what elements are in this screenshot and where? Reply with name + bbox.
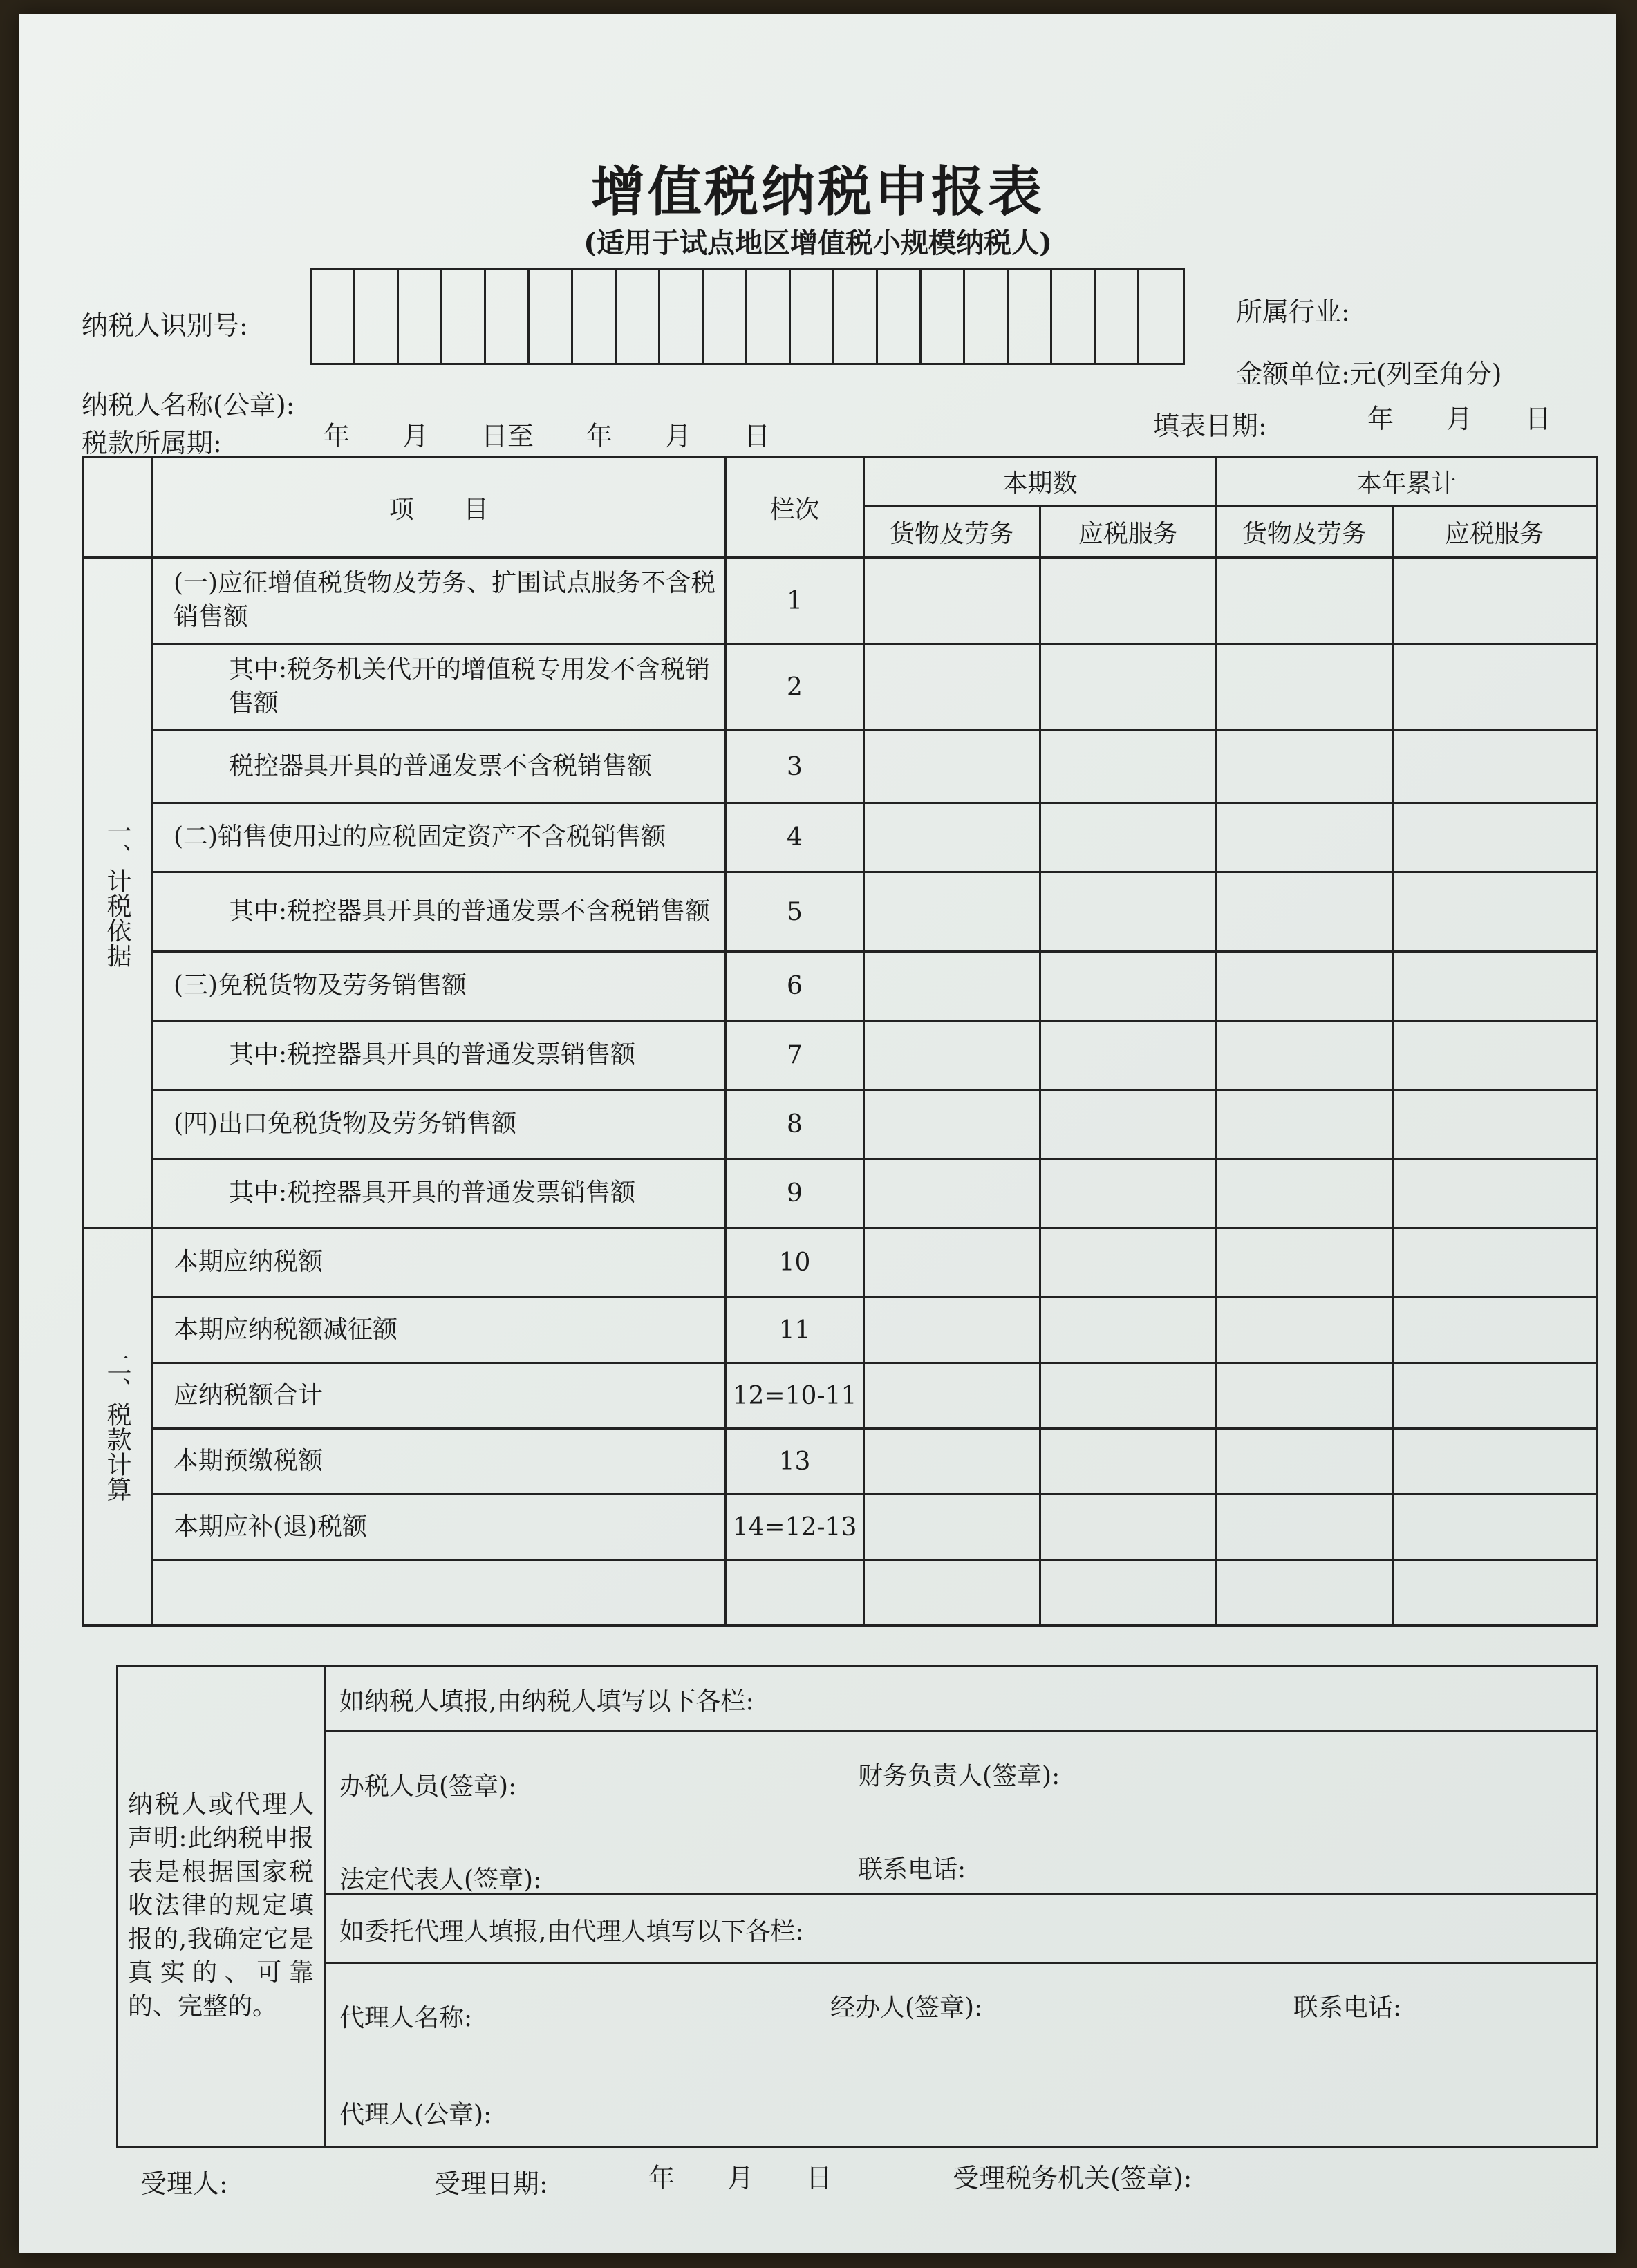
tin-box[interactable]: [442, 270, 486, 363]
tin-box[interactable]: [399, 270, 442, 363]
amount-cell[interactable]: [864, 1560, 1040, 1626]
tin-box[interactable]: [965, 270, 1009, 363]
amount-cell[interactable]: [1393, 558, 1597, 644]
tin-box[interactable]: [573, 270, 617, 363]
tin-box[interactable]: [704, 270, 747, 363]
section-basis: 一、计税依据: [83, 558, 152, 1228]
row-item-label: 其中:税控器具开具的普通发票销售额: [152, 1159, 726, 1228]
amount-cell[interactable]: [1393, 731, 1597, 803]
amount-cell[interactable]: [1393, 1228, 1597, 1297]
amount-cell[interactable]: [1393, 644, 1597, 731]
amount-cell[interactable]: [1217, 1297, 1393, 1363]
amount-cell[interactable]: [1040, 1228, 1217, 1297]
tax-form-paper: [19, 14, 1616, 2253]
legal-rep-label: 法定代表人(签章):: [339, 1866, 542, 1894]
row-item-label: (一)应征增值税货物及劳务、扩围试点服务不含税销售额: [152, 558, 726, 644]
amount-cell[interactable]: [864, 1494, 1040, 1560]
row-item-label: 应纳税额合计: [152, 1363, 726, 1429]
amount-cell[interactable]: [1393, 803, 1597, 872]
row-item-label: (四)出口免税货物及劳务销售额: [152, 1090, 726, 1159]
amount-cell[interactable]: [864, 1429, 1040, 1494]
row-line-number: 11: [726, 1297, 864, 1363]
row-line-number: 12=10-11: [726, 1363, 864, 1429]
table-row: [83, 1228, 1597, 1297]
table-row: [83, 1297, 1597, 1363]
table-row: [83, 644, 1597, 731]
group-ytd-header: 本年累计: [1217, 458, 1597, 506]
amount-cell[interactable]: [1393, 1021, 1597, 1090]
table-row: [83, 1090, 1597, 1159]
amount-cell[interactable]: [1217, 1159, 1393, 1228]
amount-cell[interactable]: [864, 731, 1040, 803]
amount-cell[interactable]: [1217, 558, 1393, 644]
amount-cell[interactable]: [1040, 952, 1217, 1021]
amount-cell[interactable]: [1217, 1363, 1393, 1429]
form-title: 增值税纳税申报表: [590, 160, 1045, 223]
amount-cell[interactable]: [1040, 731, 1217, 803]
phone2-label: 联系电话:: [1293, 1994, 1402, 2022]
empty-cell: [152, 1560, 726, 1626]
table-row: [83, 952, 1597, 1021]
sub-services-header: 应税服务: [1040, 506, 1217, 558]
handler-label: 经办人(签章):: [830, 1994, 983, 2022]
amount-cell[interactable]: [1040, 644, 1217, 731]
amount-cell[interactable]: [864, 1159, 1040, 1228]
table-row: [83, 731, 1597, 803]
amount-cell[interactable]: [864, 952, 1040, 1021]
amount-cell[interactable]: [864, 1363, 1040, 1429]
row-item-label: (二)销售使用过的应税固定资产不含税销售额: [152, 803, 726, 872]
amount-cell[interactable]: [1040, 1363, 1217, 1429]
agent-intro-text: 如委托代理人填报,由代理人填写以下各栏:: [339, 1918, 804, 1946]
table-row: [83, 803, 1597, 872]
receive-date-value: 年 月 日: [648, 2163, 833, 2193]
amount-cell[interactable]: [1040, 872, 1217, 952]
table-row: [83, 872, 1597, 952]
row-item-label: 本期应纳税额减征额: [152, 1297, 726, 1363]
tin-label: 纳税人识别号:: [82, 310, 248, 341]
amount-cell[interactable]: [1217, 1494, 1393, 1560]
row-item-label: 其中:税控器具开具的普通发票不含税销售额: [152, 872, 726, 952]
amount-cell[interactable]: [1040, 1297, 1217, 1363]
table-row-empty: [83, 1560, 1597, 1626]
declaration-statement: 纳税人或代理人声明:此纳税申报表是根据国家税收法律的规定填报的,我确定它是真实的、可靠的、完整的。: [118, 1666, 325, 2147]
tin-box[interactable]: [617, 270, 660, 363]
amount-cell[interactable]: [1393, 1090, 1597, 1159]
amount-unit: 金额单位:元(列至角分): [1236, 359, 1502, 389]
amount-cell[interactable]: [1217, 1228, 1393, 1297]
amount-cell[interactable]: [1040, 803, 1217, 872]
corner-cell: [83, 458, 152, 558]
amount-cell[interactable]: [1393, 952, 1597, 1021]
table-row: [83, 1494, 1597, 1560]
row-item-label: (三)免税货物及劳务销售额: [152, 952, 726, 1021]
tin-boxes[interactable]: [310, 268, 1185, 365]
row-line-number: 8: [726, 1090, 864, 1159]
row-item-label: 税控器具开具的普通发票不含税销售额: [152, 731, 726, 803]
amount-cell[interactable]: [1040, 558, 1217, 644]
row-line-number: 1: [726, 558, 864, 644]
section-calculation: 二、税款计算: [83, 1228, 152, 1626]
amount-cell[interactable]: [1217, 872, 1393, 952]
table-row: [83, 1159, 1597, 1228]
fill-date-value: 年 月 日: [1367, 404, 1552, 434]
col-item-header: 项 目: [152, 458, 726, 558]
row-item-label: 其中:税务机关代开的增值税专用发不含税销售额: [152, 644, 726, 731]
amount-cell[interactable]: [1040, 1021, 1217, 1090]
col-line-header: 栏次: [726, 458, 864, 558]
tin-box[interactable]: [1052, 270, 1096, 363]
row-line-number: 7: [726, 1021, 864, 1090]
table-row: [83, 1363, 1597, 1429]
row-line-number: 3: [726, 731, 864, 803]
phone1-label: 联系电话:: [858, 1855, 966, 1884]
tin-box[interactable]: [922, 270, 965, 363]
amount-cell[interactable]: [1393, 872, 1597, 952]
amount-cell[interactable]: [864, 1228, 1040, 1297]
tin-box[interactable]: [878, 270, 922, 363]
amount-cell[interactable]: [864, 1021, 1040, 1090]
row-line-number: 13: [726, 1429, 864, 1494]
row-line-number: 6: [726, 952, 864, 1021]
amount-cell[interactable]: [864, 803, 1040, 872]
tin-box[interactable]: [312, 270, 355, 363]
declaration-table: [116, 1665, 1598, 2148]
tax-period-value: 年 月 日至 年 月 日: [324, 421, 771, 451]
amount-cell[interactable]: [1217, 1021, 1393, 1090]
tin-box[interactable]: [1139, 270, 1183, 363]
amount-cell[interactable]: [1040, 1560, 1217, 1626]
finance-head-label: 财务负责人(签章):: [858, 1762, 1060, 1790]
taxpayer-sign-row[interactable]: [325, 1732, 1597, 1894]
agent-seal-label: 代理人(公章):: [339, 2101, 492, 2129]
amount-cell[interactable]: [864, 872, 1040, 952]
amount-cell[interactable]: [864, 1090, 1040, 1159]
fill-date-label: 填表日期:: [1153, 411, 1267, 441]
amount-cell[interactable]: [864, 1297, 1040, 1363]
tax-staff-label: 办税人员(签章):: [339, 1772, 517, 1801]
agent-name-label: 代理人名称:: [339, 2004, 473, 2032]
amount-cell[interactable]: [864, 644, 1040, 731]
receive-date-label: 受理日期:: [434, 2168, 548, 2199]
tin-box[interactable]: [747, 270, 791, 363]
group-current-header: 本期数: [864, 458, 1217, 506]
tin-box[interactable]: [486, 270, 530, 363]
row-line-number: 9: [726, 1159, 864, 1228]
sub-goods-header: 货物及劳务: [864, 506, 1040, 558]
amount-cell[interactable]: [1040, 1090, 1217, 1159]
tin-box[interactable]: [660, 270, 704, 363]
tin-box[interactable]: [791, 270, 834, 363]
table-row: [83, 1429, 1597, 1494]
amount-cell[interactable]: [1393, 1297, 1597, 1363]
amount-cell[interactable]: [1217, 644, 1393, 731]
amount-cell[interactable]: [1217, 1090, 1393, 1159]
taxpayer-name-label: 纳税人名称(公章):: [82, 390, 295, 420]
tin-box[interactable]: [355, 270, 399, 363]
form-subtitle: (适用于试点地区增值税小规模纳税人): [583, 227, 1052, 259]
sub-services-ytd-header: 应税服务: [1393, 506, 1597, 558]
amount-cell[interactable]: [1217, 803, 1393, 872]
row-line-number: 10: [726, 1228, 864, 1297]
tin-box[interactable]: [1096, 270, 1139, 363]
row-line-number: 2: [726, 644, 864, 731]
amount-cell[interactable]: [1217, 1429, 1393, 1494]
agent-intro: [325, 1894, 1597, 1963]
tin-box[interactable]: [1009, 270, 1052, 363]
row-item-label: 其中:税控器具开具的普通发票销售额: [152, 1021, 726, 1090]
table-row: [83, 1021, 1597, 1090]
amount-cell[interactable]: [1040, 1494, 1217, 1560]
amount-cell[interactable]: [864, 558, 1040, 644]
taxpayer-intro-text: 如纳税人填报,由纳税人填写以下各栏:: [339, 1687, 754, 1716]
amount-cell[interactable]: [1393, 1429, 1597, 1494]
amount-cell[interactable]: [1393, 1363, 1597, 1429]
tax-period-label: 税款所属期:: [82, 428, 222, 458]
main-table: [82, 456, 1598, 1627]
row-item-label: 本期应补(退)税额: [152, 1494, 726, 1560]
industry-label: 所属行业:: [1236, 297, 1350, 327]
amount-cell[interactable]: [1393, 1560, 1597, 1626]
row-line-number: 14=12-13: [726, 1494, 864, 1560]
row-item-label: 本期应纳税额: [152, 1228, 726, 1297]
amount-cell[interactable]: [1040, 1159, 1217, 1228]
amount-cell[interactable]: [1393, 1159, 1597, 1228]
table-row: [83, 558, 1597, 644]
taxpayer-intro: [325, 1666, 1597, 1732]
agent-sign-row[interactable]: [325, 1963, 1597, 2147]
tax-office-label: 受理税务机关(签章):: [953, 2163, 1192, 2193]
row-line-number: 5: [726, 872, 864, 952]
amount-cell[interactable]: [1040, 1429, 1217, 1494]
amount-cell[interactable]: [1217, 1560, 1393, 1626]
row-item-label: 本期预缴税额: [152, 1429, 726, 1494]
row-line-number: 4: [726, 803, 864, 872]
tin-box[interactable]: [834, 270, 878, 363]
tin-box[interactable]: [530, 270, 573, 363]
amount-cell[interactable]: [1393, 1494, 1597, 1560]
empty-cell: [726, 1560, 864, 1626]
sub-goods-ytd-header: 货物及劳务: [1217, 506, 1393, 558]
receiver-label: 受理人:: [140, 2168, 228, 2199]
amount-cell[interactable]: [1217, 731, 1393, 803]
amount-cell[interactable]: [1217, 952, 1393, 1021]
